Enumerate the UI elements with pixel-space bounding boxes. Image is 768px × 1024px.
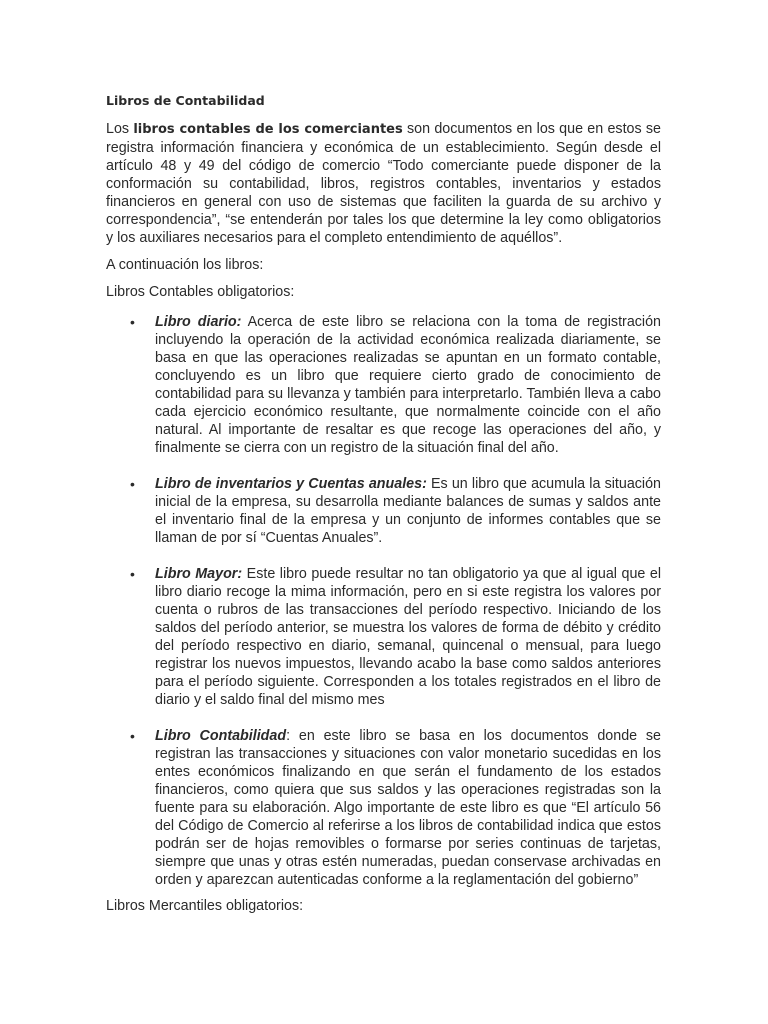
bullet-icon: • xyxy=(130,566,135,582)
list-item-libro-inventarios xyxy=(106,475,661,547)
item-text: Este libro puede resultar no tan obligatorio ya que al igual que el libro diario recoge la mima información, pero en si este registra los valores por cuenta o rubros de las transacciones del período respectivo. Iniciando de los saldos del período anterior, se muestra los valores de forma de débito y crédito del período respectivo en diario, semanal, quincenal o mensual, para luego registrar los nuevos impuestos, llevando acabo la base como saldos anteriores para el período siguiente. Corresponden a los totales registrados en el libro de diario y el saldo final del mismo mes xyxy=(155,566,661,708)
continuation-line: A continuación los libros: xyxy=(106,257,264,273)
list-item-libro-contabilidad xyxy=(106,727,661,889)
item-text: Acerca de este libro se relaciona con la toma de registración incluyendo la operación de la actividad económica realizada diariamente, se basa en que las operaciones realizadas se apuntan en un formato contable, concluyendo es un libro que requiere cierto grado de conocimiento de contabilidad para su llevanza y también para interpretarlo. También lleva a cabo cada ejercicio económico resultante, que normalmente coincide con el año natural. Al importante de resaltar es que recoge las operaciones del año, y finalmente se cierra con un registro de la situación final del año. xyxy=(155,314,661,456)
bullet-icon: • xyxy=(130,314,135,330)
book-list xyxy=(106,313,661,889)
item-term: Libro diario: xyxy=(155,314,242,330)
item-text: : en este libro se basa en los documentos donde se registran las transacciones y situaciones con valor monetario sucedidas en los entes económicos finalizando en que serán el fundamento de los estados financieros, como quiera que sus saldos y las operaciones registradas son la fuente para su elaboración. Algo importante de este libro es que “El artículo 56 del Código de Comercio al referirse a los libros de contabilidad indica que estos podrán ser de hojas removibles o formarse por series continuas de tarjetas, siempre que unas y otras estén numeradas, puedan conservase archivadas en orden y aparezcan autenticadas conforme a la reglamentación del gobierno” xyxy=(155,728,661,888)
item-term: Libro Mayor: xyxy=(155,566,243,582)
bullet-icon: • xyxy=(130,476,135,492)
intro-strong-term: libros contables de los comerciantes xyxy=(133,122,403,137)
intro-prefix: Los xyxy=(106,121,134,137)
document-page xyxy=(106,92,661,924)
intro-paragraph xyxy=(106,120,661,247)
section-heading-obligatorios: Libros Contables obligatorios: xyxy=(106,284,295,300)
document-title: Libros de Contabilidad xyxy=(106,93,265,108)
list-item-libro-mayor xyxy=(106,565,661,709)
item-term: Libro Contabilidad xyxy=(155,728,287,744)
intro-text: son documentos en los que en estos se registra información financiera y económica de un establecimiento. Según desde el artículo 48 y 49 del código de comercio “Todo comerciante puede disponer de la conformación su contabilidad, libros, registros contables, inventarios y estados financieros en general con uso de sistemas que faciliten la guarda de su archivo y correspondencia”, “se entenderán por tales los que determine la ley como obligatorios y los auxiliares necesarios para el completo entendimiento de aquéllos”. xyxy=(106,121,662,246)
list-item-libro-diario xyxy=(106,313,661,457)
bullet-icon: • xyxy=(130,728,135,744)
item-text: Es un libro que acumula la situación inicial de la empresa, su desarrolla mediante balances de sumas y saldos ante el inventario final de la empresa y un conjunto de informes contables que se llaman de por sí “Cuentas Anuales”. xyxy=(155,476,661,546)
item-term: Libro de inventarios y Cuentas anuales: xyxy=(155,476,427,492)
section-heading-mercantiles: Libros Mercantiles obligatorios: xyxy=(106,898,304,914)
